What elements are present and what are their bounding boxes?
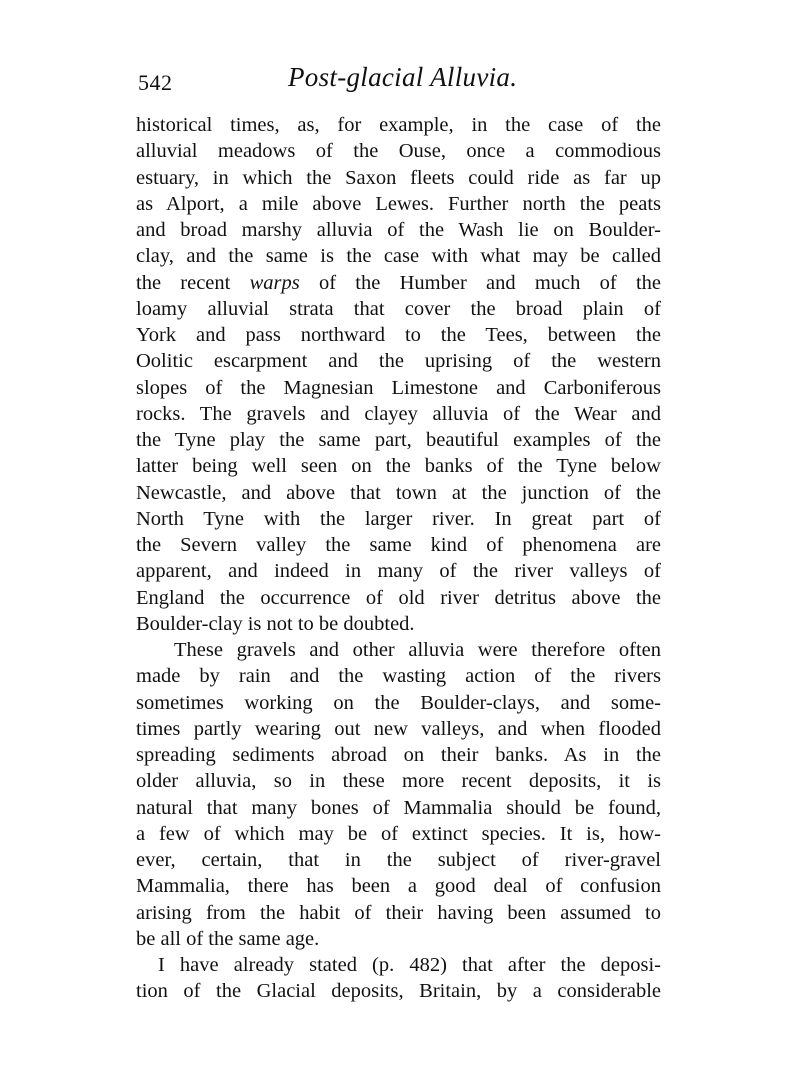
- text-fragment: the recent: [136, 271, 250, 294]
- text-line: ever, certain, that in the subject of river-gravel: [136, 849, 661, 871]
- italic-term-warps: warps: [249, 271, 300, 294]
- text-line: Mammalia, there has been a good deal of confusion: [136, 875, 661, 898]
- text-line: apparent, and indeed in many of the river valleys of: [136, 560, 661, 583]
- text-line: clay, and the same is the case with what may be called: [136, 245, 661, 268]
- text-line: rocks. The gravels and clayey alluvia of the Wear and: [136, 402, 661, 425]
- text-line: arising from the habit of their having been assumed to: [136, 901, 661, 924]
- text-line: as Alport, a mile above Lewes. Further north the peats: [136, 192, 661, 215]
- text-fragment: of the Humber and much of the: [299, 271, 662, 294]
- text-line: latter being well seen on the banks of the Tyne below: [136, 455, 661, 478]
- text-line: made by rain and the wasting action of the rivers: [136, 665, 661, 688]
- text-line-with-italic: [136, 270, 661, 296]
- text-line: North Tyne with the larger river. In great part of: [136, 507, 661, 530]
- text-line: slopes of the Magnesian Limestone and Carboniferous: [136, 376, 661, 399]
- text-line: historical times, as, for example, in the case of the: [136, 114, 661, 136]
- text-line: spreading sediments abroad on their banks. As in the: [136, 744, 661, 766]
- text-line: loamy alluvial strata that cover the broad plain of: [136, 297, 661, 320]
- paragraph-first-line: These gravels and other alluvia were therefore often: [174, 639, 661, 661]
- page-header: [138, 62, 660, 102]
- text-line: times partly wearing out new valleys, and when flooded: [136, 717, 661, 740]
- paragraph-first-line: I have already stated (p. 482) that after the deposi-: [158, 954, 661, 976]
- text-line: natural that many bones of Mammalia should be found,: [136, 796, 661, 819]
- body-text: [136, 112, 661, 1005]
- text-line: England the occurrence of old river detritus above the: [136, 586, 661, 609]
- text-line: sometimes working on the Boulder-clays, and some-: [136, 691, 661, 714]
- text-line: Oolitic escarpment and the uprising of the western: [136, 350, 661, 373]
- text-line: a few of which may be of extinct species. It is, how-: [136, 822, 661, 845]
- text-line: and broad marshy alluvia of the Wash lie on Boulder-: [136, 219, 661, 241]
- text-line: tion of the Glacial deposits, Britain, by a considerable: [136, 980, 661, 1003]
- text-line: the Tyne play the same part, beautiful examples of the: [136, 429, 661, 451]
- running-head-title: Post-glacial Alluvia.: [288, 62, 518, 92]
- text-line: Boulder-clay is not to be doubted.: [136, 612, 415, 635]
- text-line: be all of the same age.: [136, 927, 320, 950]
- text-line: the Severn valley the same kind of phenomena are: [136, 534, 661, 556]
- text-line: estuary, in which the Saxon fleets could ride as far up: [136, 166, 661, 189]
- text-line: older alluvia, so in these more recent deposits, it is: [136, 770, 661, 793]
- page-number: 542: [138, 70, 173, 95]
- text-line: Newcastle, and above that town at the junction of the: [136, 481, 661, 504]
- text-line: alluvial meadows of the Ouse, once a commodious: [136, 140, 661, 163]
- text-line: York and pass northward to the Tees, between the: [136, 324, 661, 346]
